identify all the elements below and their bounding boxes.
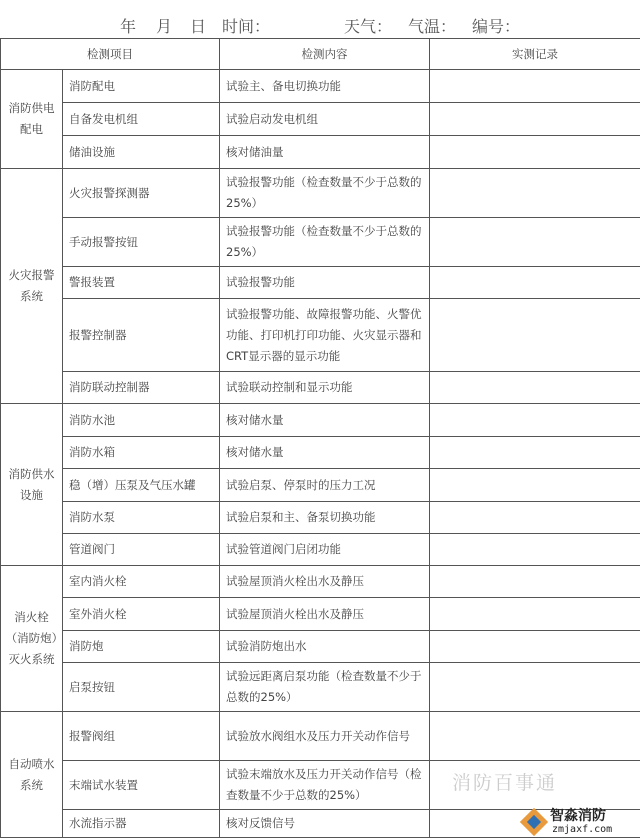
column-header-content: 检测内容: [220, 39, 430, 70]
table-row: [1, 598, 640, 631]
group-name: 自动喷水系统: [1, 712, 63, 838]
check-item: 报警控制器: [63, 299, 220, 372]
check-item: 报警阀组: [63, 712, 220, 761]
record-cell[interactable]: [430, 437, 640, 469]
check-item: 火灾报警探测器: [63, 169, 220, 218]
check-item: 室内消火栓: [63, 566, 220, 598]
record-cell[interactable]: [430, 502, 640, 534]
check-content: 试验启泵、停泵时的压力工况: [220, 469, 430, 502]
check-item: 消防联动控制器: [63, 372, 220, 404]
logo-name: 智淼消防: [550, 808, 606, 824]
table-row: [1, 437, 640, 469]
check-content: 试验管道阀门启闭功能: [220, 534, 430, 566]
table-row: [1, 469, 640, 502]
number-label: 编号：: [472, 17, 521, 36]
record-cell[interactable]: [430, 534, 640, 566]
table-row: [1, 299, 640, 372]
check-item: 室外消火栓: [63, 598, 220, 631]
table-row: [1, 631, 640, 663]
table-row: [1, 404, 640, 437]
record-cell[interactable]: [430, 136, 640, 169]
check-item: 末端试水装置: [63, 761, 220, 810]
check-content: 试验启动发电机组: [220, 103, 430, 136]
group-name: 消防供电配电: [1, 70, 63, 169]
record-cell[interactable]: [430, 299, 640, 372]
check-item: 自备发电机组: [63, 103, 220, 136]
record-cell[interactable]: [430, 469, 640, 502]
check-item: 消防炮: [63, 631, 220, 663]
check-item: 管道阀门: [63, 534, 220, 566]
column-header-record: 实测记录: [430, 39, 640, 70]
group-name: 火灾报警系统: [1, 169, 63, 404]
check-content: 试验末端放水及压力开关动作信号（检查数量不少于总数的25%）: [220, 761, 430, 810]
table-row: [1, 169, 640, 218]
check-content: 试验屋顶消火栓出水及静压: [220, 598, 430, 631]
table-row: [1, 103, 640, 136]
record-cell[interactable]: [430, 566, 640, 598]
logo-url: zmjaxf.com: [552, 824, 613, 835]
form-header: [0, 14, 640, 38]
check-item: 消防配电: [63, 70, 220, 103]
check-content: 核对反馈信号: [220, 810, 430, 838]
record-cell[interactable]: [430, 598, 640, 631]
record-cell[interactable]: [430, 712, 640, 761]
year-label: 年: [120, 17, 137, 36]
group-name: 消防供水设施: [1, 404, 63, 566]
check-content: 试验主、备电切换功能: [220, 70, 430, 103]
record-cell[interactable]: [430, 404, 640, 437]
record-cell[interactable]: [430, 663, 640, 712]
day-label: 日: [190, 17, 207, 36]
check-content: 核对储水量: [220, 437, 430, 469]
record-cell[interactable]: [430, 218, 640, 267]
check-content: 核对储水量: [220, 404, 430, 437]
check-content: 试验报警功能: [220, 267, 430, 299]
check-content: 试验报警功能（检查数量不少于总数的25%）: [220, 169, 430, 218]
check-content: 试验消防炮出水: [220, 631, 430, 663]
watermark-text: 消防百事通: [452, 772, 558, 794]
check-item: 消防水泵: [63, 502, 220, 534]
table-row: [1, 712, 640, 761]
table-row: [1, 267, 640, 299]
record-cell[interactable]: [430, 169, 640, 218]
table-row: [1, 663, 640, 712]
check-content: 试验启泵和主、备泵切换功能: [220, 502, 430, 534]
check-content: 试验联动控制和显示功能: [220, 372, 430, 404]
record-cell[interactable]: [430, 631, 640, 663]
check-content: 试验屋顶消火栓出水及静压: [220, 566, 430, 598]
group-name: 消火栓（消防炮）灭火系统: [1, 566, 63, 712]
table-row: [1, 372, 640, 404]
table-row: [1, 566, 640, 598]
check-item: 手动报警按钮: [63, 218, 220, 267]
table-row: [1, 502, 640, 534]
record-cell[interactable]: [430, 70, 640, 103]
check-item: 储油设施: [63, 136, 220, 169]
table-row: [1, 70, 640, 103]
check-item: 水流指示器: [63, 810, 220, 838]
column-header-item: 检测项目: [1, 39, 220, 70]
temperature-label: 气温：: [408, 17, 457, 36]
inspection-table: [0, 38, 640, 838]
time-label: 时间：: [222, 17, 271, 36]
table-row: [1, 218, 640, 267]
check-item: 稳（增）压泵及气压水罐: [63, 469, 220, 502]
check-content: 试验放水阀组水及压力开关动作信号: [220, 712, 430, 761]
record-cell[interactable]: [430, 103, 640, 136]
check-item: 启泵按钮: [63, 663, 220, 712]
check-content: 试验报警功能（检查数量不少于总数的25%）: [220, 218, 430, 267]
logo-icon: [520, 808, 548, 836]
check-item: 消防水池: [63, 404, 220, 437]
table-row: [1, 534, 640, 566]
table-header-row: [1, 39, 640, 70]
record-cell[interactable]: [430, 372, 640, 404]
record-cell[interactable]: [430, 267, 640, 299]
check-item: 消防水箱: [63, 437, 220, 469]
weather-label: 天气：: [344, 17, 393, 36]
logo: [524, 808, 636, 838]
check-content: 试验报警功能、故障报警功能、火警优功能、打印机打印功能、火灾显示器和CRT显示器的显示功能: [220, 299, 430, 372]
month-label: 月: [156, 17, 173, 36]
check-content: 试验远距离启泵功能（检查数量不少于总数的25%）: [220, 663, 430, 712]
table-row: [1, 136, 640, 169]
check-content: 核对储油量: [220, 136, 430, 169]
check-item: 警报装置: [63, 267, 220, 299]
